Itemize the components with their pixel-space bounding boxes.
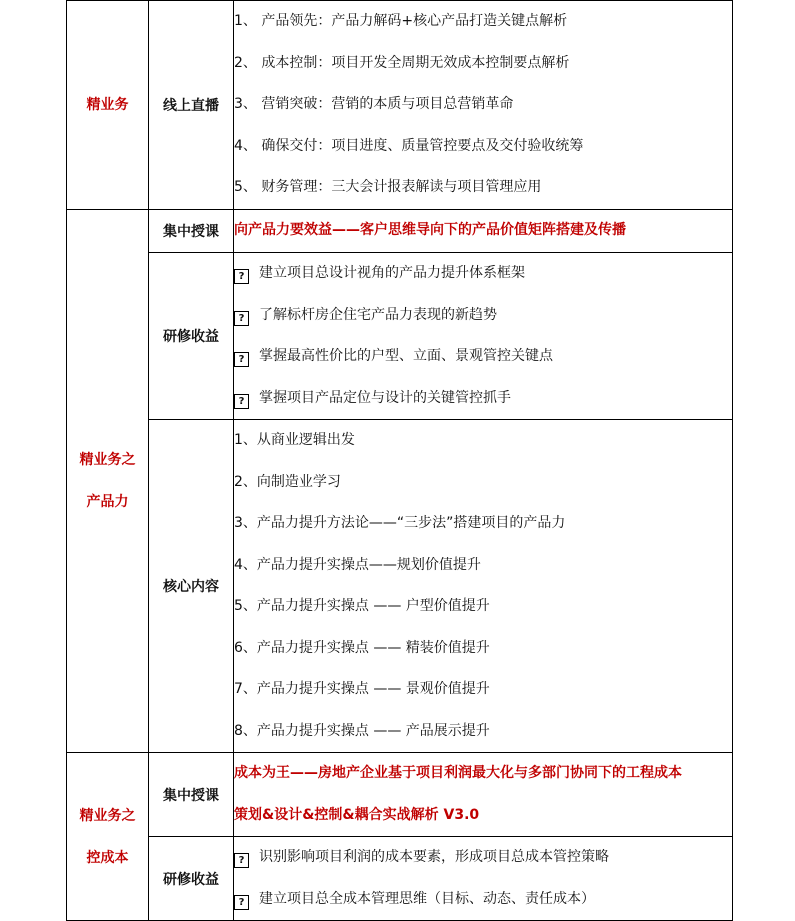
core-content-row <box>67 420 733 753</box>
checkbox-icon: ? <box>234 853 249 868</box>
content-cell <box>234 210 733 253</box>
category-label-line1: 精业务之 <box>79 452 136 468</box>
course-title: 向产品力要效益——客户思维导向下的产品价值矩阵搭建及传播 <box>234 222 626 239</box>
category-label: 精业务 <box>86 97 129 113</box>
list-item: 2、 成本控制：项目开发全周期无效成本控制要点解析 <box>234 54 570 71</box>
list-item: 8、产品力提升实操点 —— 产品展示提升 <box>234 722 490 739</box>
list-item <box>234 837 732 879</box>
category-cell <box>67 1 149 210</box>
course-table <box>66 0 733 921</box>
checkbox-icon: ? <box>234 269 249 284</box>
category-label-line1: 精业务之 <box>79 807 136 824</box>
list-item-text: 建立项目总设计视角的产品力提升体系框架 <box>259 265 525 281</box>
list-item: 6、产品力提升实操点 —— 精装价值提升 <box>234 639 490 656</box>
checkbox-icon: ? <box>234 311 249 326</box>
list-item: 4、产品力提升实操点——规划价值提升 <box>234 556 481 573</box>
row-label: 研修收益 <box>163 329 219 345</box>
list-item-text: 掌握项目产品定位与设计的关键管控抓手 <box>259 389 511 406</box>
list-item <box>234 336 732 378</box>
category-label-line2: 产品力 <box>86 494 129 510</box>
content-cell <box>234 753 733 837</box>
row-label: 线上直播 <box>163 98 219 114</box>
list-item <box>234 295 732 337</box>
list-item-text: 了解标杆房企住宅产品力表现的新趋势 <box>259 306 497 323</box>
row-label: 集中授课 <box>163 224 219 240</box>
row-label-cell <box>149 753 234 837</box>
list-item-text: 建立项目总全成本管理思维（目标、动态、责任成本） <box>259 890 595 907</box>
list-item <box>234 378 732 420</box>
section-product-power <box>67 210 733 253</box>
list-item-text: 识别影响项目利润的成本要素，形成项目总成本管控策略 <box>259 849 609 865</box>
list-item: 3、 营销突破：营销的本质与项目总营销革命 <box>234 96 514 113</box>
row-label-cell <box>149 210 234 253</box>
list-item: 5、 财务管理：三大会计报表解读与项目管理应用 <box>234 179 542 196</box>
list-item: 1、 产品领先：产品力解码+核心产品打造关键点解析 <box>234 13 568 30</box>
section-online-live <box>67 1 733 210</box>
checkbox-icon: ? <box>234 895 249 910</box>
list-item <box>234 879 732 921</box>
category-label-line2: 控成本 <box>86 849 129 866</box>
row-label-cell <box>149 420 234 753</box>
row-label: 核心内容 <box>163 579 219 595</box>
list-item: 5、产品力提升实操点 —— 户型价值提升 <box>234 598 490 614</box>
checkbox-icon: ? <box>234 352 249 367</box>
list-item: 3、产品力提升方法论——“三步法”搭建项目的产品力 <box>234 515 566 531</box>
row-label-cell <box>149 253 234 420</box>
row-label-cell <box>149 1 234 210</box>
benefits-row <box>67 837 733 921</box>
list-item: 7、产品力提升实操点 —— 景观价值提升 <box>234 681 490 697</box>
list-item-text: 掌握最高性价比的户型、立面、景观管控关键点 <box>259 348 553 364</box>
list-item <box>234 253 732 295</box>
content-cell <box>234 253 733 420</box>
section-cost-control <box>67 753 733 837</box>
row-label-cell <box>149 837 234 921</box>
course-title-line2: 策划&设计&控制&耦合实战解析 V3.0 <box>234 806 480 823</box>
row-label: 集中授课 <box>163 787 219 804</box>
content-cell <box>234 1 733 210</box>
content-cell <box>234 420 733 753</box>
category-cell <box>67 753 149 921</box>
list-item: 1、从商业逻辑出发 <box>234 432 355 448</box>
content-cell <box>234 837 733 921</box>
list-item: 2、向制造业学习 <box>234 473 341 490</box>
benefits-row <box>67 253 733 420</box>
category-cell <box>67 210 149 753</box>
course-title-line1: 成本为王——房地产企业基于项目利润最大化与多部门协同下的工程成本 <box>234 765 682 781</box>
row-label: 研修收益 <box>163 871 219 888</box>
checkbox-icon: ? <box>234 394 249 409</box>
list-item: 4、 确保交付：项目进度、质量管控要点及交付验收统筹 <box>234 137 584 154</box>
